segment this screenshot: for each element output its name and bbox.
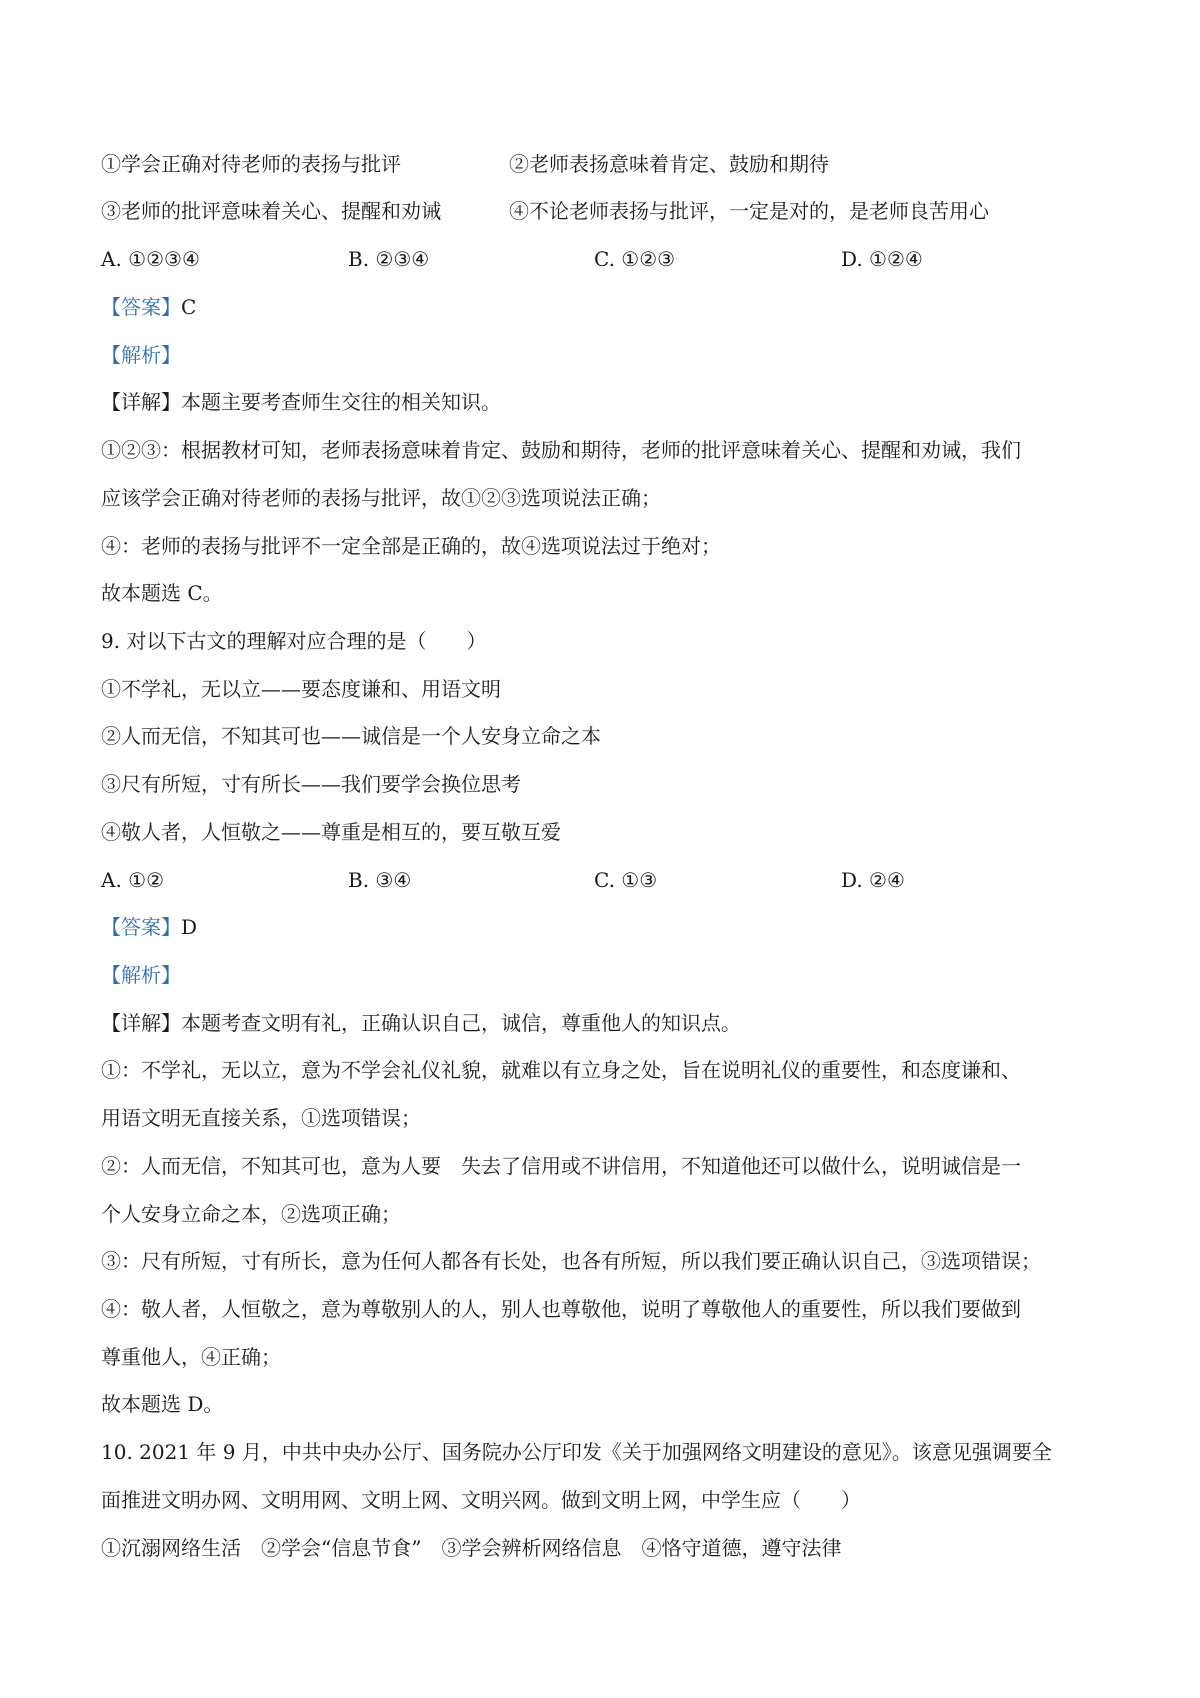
q9-statement-4: ④敬人者，人恒敬之——尊重是相互的，要互敬互爱 bbox=[101, 820, 561, 844]
q9-option-c: C. ①③ bbox=[594, 868, 658, 892]
answer-value: C bbox=[181, 295, 197, 319]
q9-question: 9. 对以下古文的理解对应合理的是（ ） bbox=[101, 629, 487, 653]
q9-answer bbox=[101, 913, 1100, 941]
q9-detail-1: 【详解】本题考查文明有礼，正确认识自己，诚信，尊重他人的知识点。 bbox=[101, 1011, 741, 1035]
q9-detail-5: 个人安身立命之本，②选项正确； bbox=[101, 1202, 401, 1226]
q9-detail-3: 用语文明无直接关系，①选项错误； bbox=[101, 1106, 421, 1130]
q8-option-b: B. ②③④ bbox=[348, 247, 430, 271]
q8-option-a: A. ①②③④ bbox=[101, 247, 200, 271]
q8-statement-3: ③老师的批评意味着关心、提醒和劝诫 bbox=[101, 199, 441, 223]
q9-analysis-tag: 【解析】 bbox=[101, 963, 181, 987]
q9-statement-1: ①不学礼，无以立——要态度谦和、用语文明 bbox=[101, 677, 501, 701]
q9-detail-7: ④：敬人者，人恒敬之，意为尊敬别人的人，别人也尊敬他，说明了尊敬他人的重要性，所以我们要做到 bbox=[101, 1297, 1021, 1321]
q10-question-line-1: 10. 2021 年 9 月，中共中央办公厅、国务院办公厅印发《关于加强网络文明建设的意见》。该意见强调要全 bbox=[101, 1440, 1052, 1464]
q8-detail-5: 故本题选 C。 bbox=[101, 581, 223, 605]
q8-detail-3: 应该学会正确对待老师的表扬与批评，故①②③选项说法正确； bbox=[101, 486, 661, 510]
answer-value: D bbox=[181, 915, 198, 939]
q8-options bbox=[101, 245, 1100, 273]
q9-detail-4: ②：人而无信，不知其可也，意为人要 失去了信用或不讲信用，不知道他还可以做什么，说明诚信是一 bbox=[101, 1154, 1021, 1178]
q8-statements-row-2 bbox=[101, 197, 1100, 225]
q8-answer bbox=[101, 293, 1100, 321]
q8-option-c: C. ①②③ bbox=[594, 247, 676, 271]
q9-statement-3: ③尺有所短，寸有所长——我们要学会换位思考 bbox=[101, 772, 521, 796]
q9-options bbox=[101, 866, 1100, 894]
q8-detail-2: ①②③：根据教材可知，老师表扬意味着肯定、鼓励和期待，老师的批评意味着关心、提醒和劝诫，我们 bbox=[101, 438, 1021, 462]
q8-statement-4: ④不论老师表扬与批评，一定是对的，是老师良苦用心 bbox=[509, 199, 989, 223]
q9-statement-2: ②人而无信，不知其可也——诚信是一个人安身立命之本 bbox=[101, 724, 601, 748]
q8-detail-4: ④：老师的表扬与批评不一定全部是正确的，故④选项说法过于绝对； bbox=[101, 534, 721, 558]
q10-statements: ①沉溺网络生活 ②学会“信息节食” ③学会辨析网络信息 ④恪守道德，遵守法律 bbox=[101, 1536, 842, 1560]
q9-detail-2: ①：不学礼，无以立，意为不学会礼仪礼貌，就难以有立身之处，旨在说明礼仪的重要性，和态度谦和、 bbox=[101, 1058, 1021, 1082]
q9-detail-6: ③：尺有所短，寸有所长，意为任何人都各有长处，也各有所短，所以我们要正确认识自己，③选项错误； bbox=[101, 1249, 1041, 1273]
q9-detail-8: 尊重他人，④正确； bbox=[101, 1345, 281, 1369]
q9-option-d: D. ②④ bbox=[841, 868, 905, 892]
q9-option-b: B. ③④ bbox=[348, 868, 412, 892]
q8-detail-1: 【详解】本题主要考查师生交往的相关知识。 bbox=[101, 390, 501, 414]
q8-statement-2: ②老师表扬意味着肯定、鼓励和期待 bbox=[509, 152, 829, 176]
q8-option-d: D. ①②④ bbox=[841, 247, 923, 271]
answer-tag: 【答案】 bbox=[101, 915, 181, 939]
q8-statement-1: ①学会正确对待老师的表扬与批评 bbox=[101, 152, 401, 176]
q8-statements-row-1 bbox=[101, 150, 1100, 178]
q10-question-line-2: 面推进文明办网、文明用网、文明上网、文明兴网。做到文明上网，中学生应（ ） bbox=[101, 1488, 861, 1512]
q9-option-a: A. ①② bbox=[101, 868, 165, 892]
q8-analysis-tag: 【解析】 bbox=[101, 343, 181, 367]
q9-detail-9: 故本题选 D。 bbox=[101, 1392, 224, 1416]
answer-tag: 【答案】 bbox=[101, 295, 181, 319]
